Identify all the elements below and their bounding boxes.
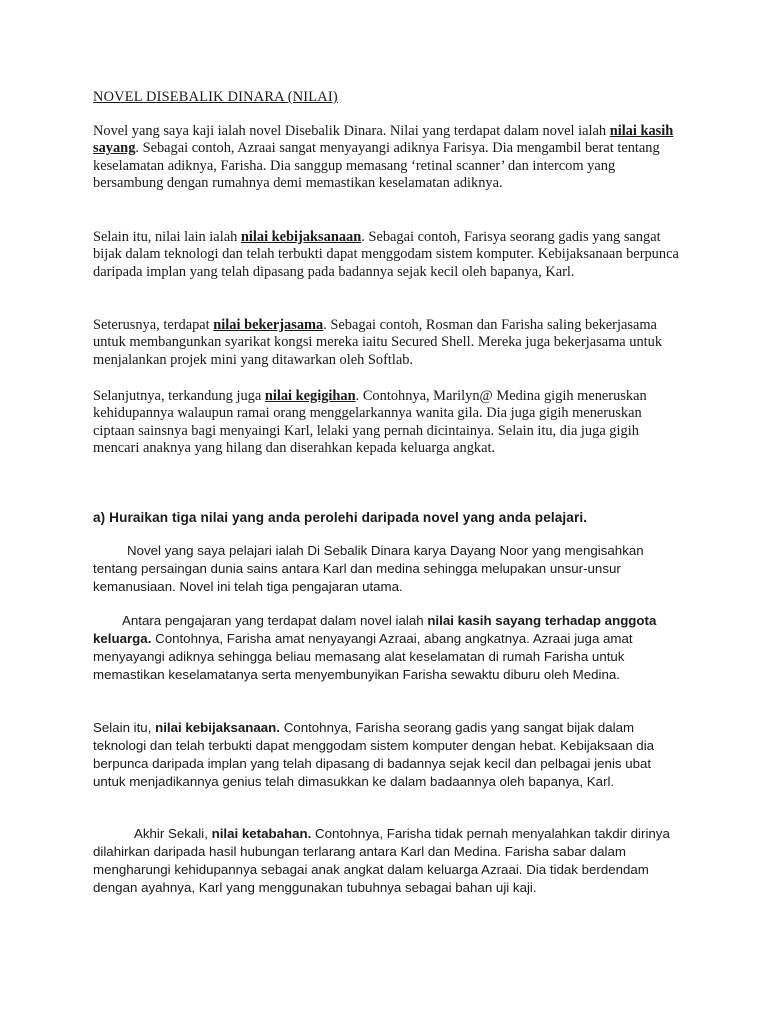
paragraph-text: . Sebagai contoh, Rosman dan Farisha saling bekerjasama untuk membangunkan syarikat kongsi mereka iaitu Secured Shell. Mereka juga bekerjasama untuk menjalankan projek mini yang ditawarkan oleh Softlab. xyxy=(93,317,663,368)
value-keyword: nilai ketabahan. xyxy=(211,826,312,841)
answer-ketabahan-paragraph xyxy=(93,825,683,897)
value-keyword: nilai kebijaksanaan xyxy=(240,229,362,245)
answer-kebijaksanaan-paragraph xyxy=(93,719,683,791)
value-keyword: nilai kasih sayang terhadap anggota keluarga. xyxy=(93,613,657,646)
value-keyword: nilai kasih sayang xyxy=(93,123,674,157)
paragraph-kasih-sayang xyxy=(93,123,683,193)
paragraph-text: Contohnya, Farisha amat nenyayangi Azraai, abang angkatnya. Azraai juga amat menyayangi adiknya sehingga beliau memasang alat keselamatan di rumah Farisha untuk memastikan keselamatanya serta menyembunyikan Farisha sewaktu diburu oleh Medina. xyxy=(93,630,633,682)
value-keyword: nilai kegigihan xyxy=(264,388,356,404)
paragraph-text: . Sebagai contoh, Farisya seorang gadis yang sangat bijak dalam teknologi dan telah terbukti dapat menggodam sistem komputer. Kebijaksanaan berpunca daripada implan yang telah dipasang pada badannya sejak kecil oleh bapanya, Karl. xyxy=(93,229,679,280)
value-keyword: nilai bekerjasama xyxy=(213,317,324,333)
question-heading: a) Huraikan tiga nilai yang anda perolehi daripada novel yang anda pelajari. xyxy=(93,510,588,525)
paragraph-text: Contohnya, Farisha seorang gadis yang sangat bijak dalam teknologi dan telah terbukti dapat menggodam sistem komputer dengan hebat. Kebijaksaan dia berpunca daripada implan yang telah dipasang di badannya sejak kecil dan pelbagai jenis ubat untuk menjadikannya genius telah dimasukkan ke dalam badaannya oleh bapanya, Karl. xyxy=(93,720,655,789)
paragraph-text: Selanjutnya, terkandung juga xyxy=(93,388,265,404)
paragraph-bekerjasama xyxy=(93,317,683,369)
paragraph-text: . Contohnya, Marilyn@ Medina gigih meneruskan kehidupannya walaupun ramai orang menggelarkannya wanita gila. Dia juga gigih meneruskan ciptaan sainsnya bagi menyaingi Karl, lelaki yang pernah dicintainya. Selain itu, dia juga gigih mencari anaknya yang hilang dan diserahkan kepada keluarga angkat. xyxy=(93,388,647,457)
paragraph-text: Selain itu, xyxy=(93,720,156,735)
paragraph-text: Novel yang saya kaji ialah novel Disebalik Dinara. Nilai yang terdapat dalam novel ialah xyxy=(93,123,610,139)
answer-intro-paragraph: Novel yang saya pelajari ialah Di Sebalik Dinara karya Dayang Noor yang mengisahkan tentang persaingan dunia sains antara Karl dan medina sehingga melupakan unsur-unsur kemanusiaan. Novel ini telah tiga pengajaran utama. xyxy=(93,543,644,594)
paragraph-kebijaksanaan xyxy=(93,229,683,281)
paragraph-text: Antara pengajaran yang terdapat dalam novel ialah xyxy=(122,613,428,628)
value-keyword: nilai kebijaksanaan. xyxy=(155,720,280,735)
paragraph-text: Contohnya, Farisha tidak pernah menyalahkan takdir dirinya dilahirkan daripada hasil hubungan terlarang antara Karl dan Medina. Farisha sabar dalam mengharungi kehidupannya sebagai anak angkat dalam keluarga Azraai. Dia tidak berdendam dengan ayahnya, Karl yang menggunakan tubuhnya sebagai bahan uji kaji. xyxy=(93,826,670,895)
paragraph-text: Akhir Sekali, xyxy=(134,826,212,841)
document-title: NOVEL DISEBALIK DINARA (NILAI) xyxy=(93,89,338,105)
answer-kasih-sayang-paragraph xyxy=(93,612,683,684)
paragraph-kegigihan xyxy=(93,388,683,458)
paragraph-text: Selain itu, nilai lain ialah xyxy=(93,229,241,245)
paragraph-text: . Sebagai contoh, Azraai sangat menyayangi adiknya Farisya. Dia mengambil berat tentang keselamatan adiknya, Farisha. Dia sanggup memasang ‘retinal scanner’ dan intercom yang bersambung dengan rumahnya demi memastikan keselamatan adiknya. xyxy=(93,140,660,192)
paragraph-text: Seterusnya, terdapat xyxy=(93,317,214,333)
